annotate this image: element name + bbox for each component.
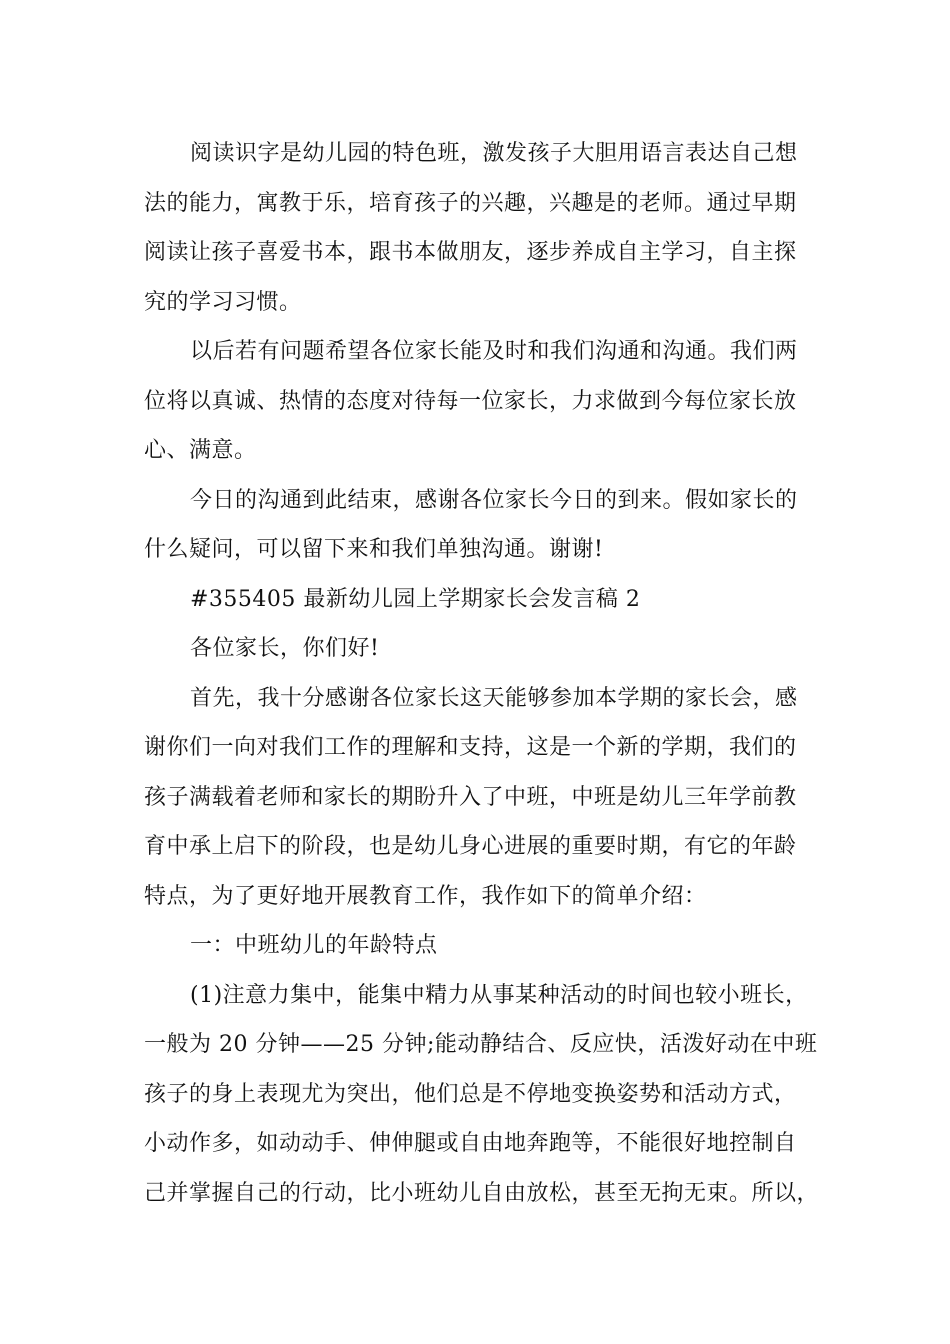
paragraph (144, 971, 820, 1219)
text-line: 首先，我十分感谢各位家长这天能够参加本学期的家长会，感 (190, 685, 798, 711)
paragraph (144, 476, 812, 575)
text-line: 什么疑问，可以留下来和我们单独沟通。谢谢! (144, 537, 604, 562)
text-line: 今日的沟通到此结束，感谢各位家长今日的到来。假如家长的 (190, 487, 798, 513)
text-line: #355405 最新幼儿园上学期家长会发言稿 2 (190, 586, 641, 612)
text-line: 己并掌握自己的行动，比小班幼儿自由放松，甚至无拘无束。所以， (144, 1180, 820, 1206)
text-line: 孩子的身上表现尤为突出，他们总是不停地变换姿势和活动方式， (144, 1081, 797, 1107)
text-line: 一：中班幼儿的年龄特点 (190, 933, 438, 958)
text-line: 一般为 20 分钟——25 分钟;能动静结合、反应快，活泼好动在中班 (144, 1032, 818, 1057)
paragraph (144, 129, 812, 327)
text-line: 孩子满载着老师和家长的期盼升入了中班，中班是幼儿三年学前教 (144, 784, 797, 810)
text-line: 位将以真诚、热情的态度对待每一位家长，力求做到今每位家长放 (144, 388, 797, 414)
text-line: 究的学习习惯。 (144, 289, 302, 315)
text-line: (1)注意力集中，能集中精力从事某种活动的时间也较小班长， (190, 982, 808, 1008)
text-line: 育中承上启下的阶段，也是幼儿身心进展的重要时期，有它的年龄 (144, 834, 797, 859)
text-line: 各位家长，你们好! (190, 636, 380, 661)
paragraph (144, 575, 812, 625)
text-line: 小动作多，如动动手、伸伸腿或自由地奔跑等，不能很好地控制自 (144, 1131, 797, 1156)
text-line: 阅读让孩子喜爱书本，跟书本做朋友，逐步养成自主学习，自主探 (144, 240, 797, 265)
text-line: 谢你们一向对我们工作的理解和支持，这是一个新的学期，我们的 (144, 735, 797, 760)
paragraph (144, 921, 812, 971)
text-line: 心、满意。 (144, 438, 257, 463)
paragraph (144, 327, 812, 476)
text-line: 特点，为了更好地开展教育工作，我作如下的简单介绍： (144, 883, 707, 909)
paragraph (144, 624, 812, 674)
paragraph (144, 674, 812, 922)
text-line: 以后若有问题希望各位家长能及时和我们沟通和沟通。我们两 (190, 339, 798, 364)
document-body (144, 129, 820, 1218)
text-line: 阅读识字是幼儿园的特色班，激发孩子大胆用语言表达自己想 (190, 141, 798, 166)
text-line: 法的能力，寓教于乐，培育孩子的兴趣，兴趣是的老师。通过早期 (144, 190, 797, 216)
